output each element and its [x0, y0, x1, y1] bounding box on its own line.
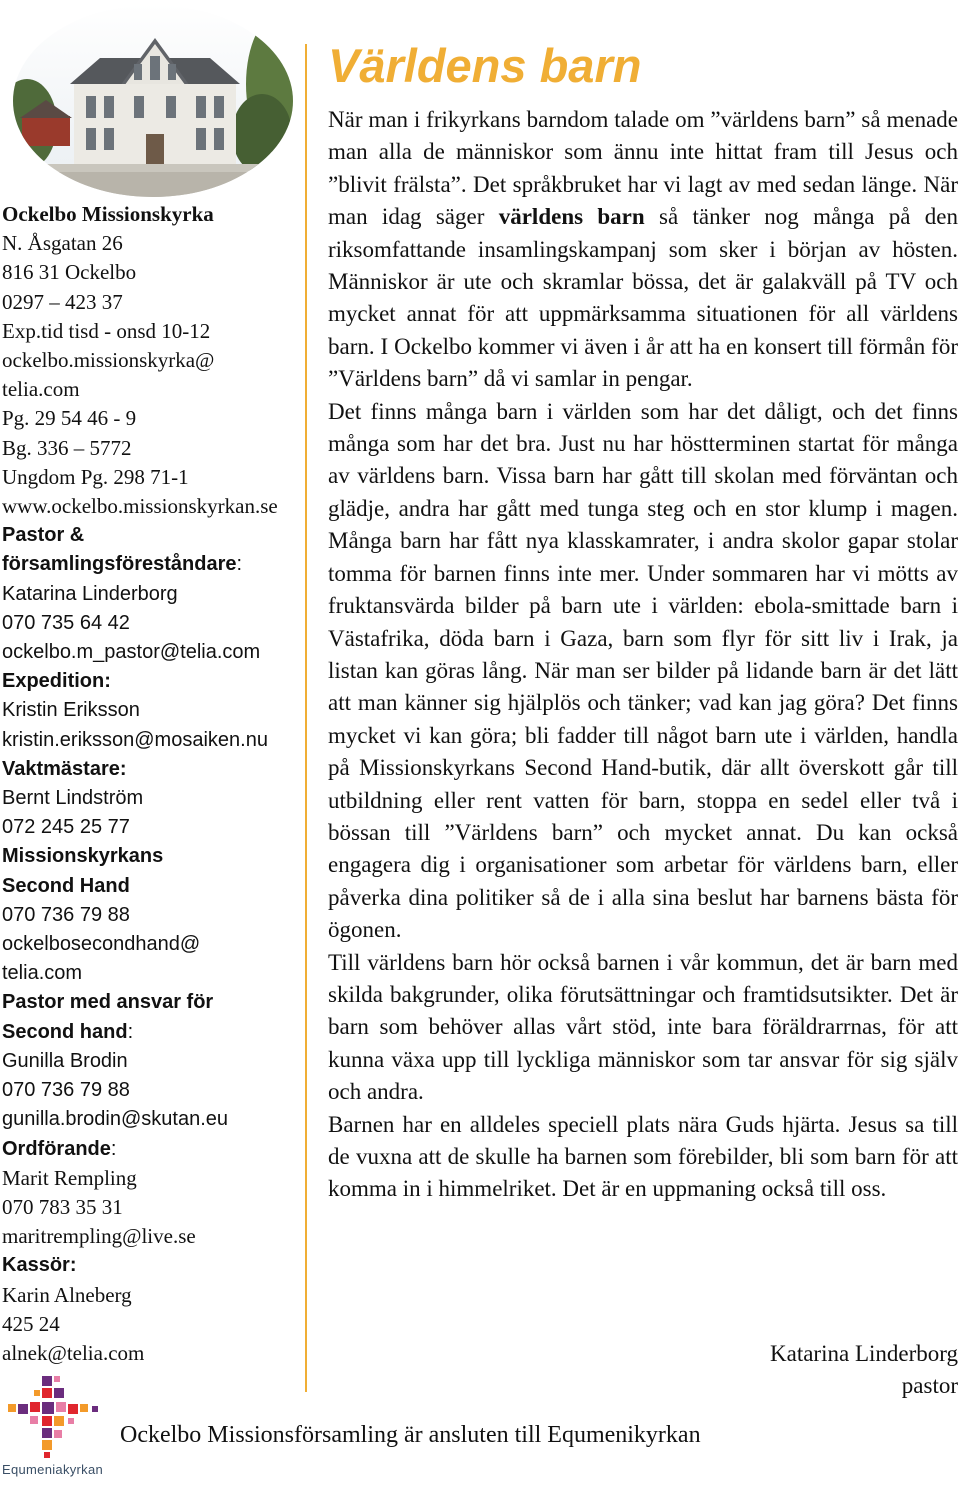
p1-bold-phrase: världens barn [498, 204, 645, 230]
pastor-heading-colon: : [236, 553, 243, 576]
address-street: N. Åsgatan 26 [2, 231, 123, 256]
pastor-phone: 070 735 64 42 [2, 611, 130, 634]
contact-sidebar [2, 200, 302, 1368]
address-postal: 816 31 Ockelbo [2, 260, 137, 285]
secondhand-phone: 070 736 79 88 [2, 903, 130, 926]
article-paragraph-2: Det finns många barn i världen som har det dåligt, och det finns många som har det bra. Just nu har höstterminen startat för många av världens barn. Vissa barn har gått till skolan med förväntan och glädje, andra har gått med tunga steg och en stor klump i magen. Många barn har fått nya klasskamrater, i andra skolor gapar stolar tomma för barnen finns inte mer. Under sommaren har vi mötts av fruktansvärda bilder på barn ute i världen: ebola-smittade barn i Västafrika, döda barn i Gaza, barn som flyr för sitt liv i Irak, ja listan kan göras lång. När man ser bilder på lidande barn är det lätt att man känner sig hjälplös och tänker; vad kan jag göra? Det finns mycket vi kan göra; bli fadder till något barn ute i världen, handla på Missionskyrkans Second Hand-butik, där allt överskott går till utbildning eller rent vatten för barn, stoppa en sedel eller två i bössan till ”Världens barn” och mycket annat. Du kan också engagera dig i organisationer som arbetar för världens barn, eller påverka dina politiker så de i alla sina beslut har barnens bästa för ögonen. [328, 398, 958, 943]
caretaker-heading: Vaktmästare: [2, 757, 127, 780]
sh-pastor-phone: 070 736 79 88 [2, 1079, 130, 1102]
logo-wordmark: Equmeniakyrkan [2, 1462, 104, 1477]
pastor-heading-text: församlingsföreståndare [2, 553, 237, 576]
church-photo [12, 4, 294, 198]
pastor-name: Katarina Linderborg [2, 582, 178, 605]
office-hours: Exp.tid tisd - onsd 10-12 [2, 318, 211, 343]
chair-heading-line [2, 1135, 302, 1164]
signature-name: Katarina Linderborg [770, 1341, 958, 1366]
secondhand-heading-line2: Second Hand [2, 874, 130, 897]
pastor-email[interactable]: ockelbo.m_pastor@telia.com [2, 641, 261, 664]
sh-pastor-heading-text: Second hand [2, 1020, 128, 1043]
treasurer-phone: 425 24 [2, 1311, 60, 1336]
expedition-name: Kristin Eriksson [2, 699, 140, 722]
sh-pastor-email[interactable]: gunilla.brodin@skutan.eu [2, 1108, 229, 1131]
plusgiro: Pg. 29 54 46 - 9 [2, 406, 137, 431]
secondhand-email-line2[interactable]: telia.com [2, 962, 83, 985]
sh-pastor-name: Gunilla Brodin [2, 1049, 128, 1072]
caretaker-name: Bernt Lindström [2, 787, 144, 810]
expedition-email[interactable]: kristin.eriksson@mosaiken.nu [2, 728, 268, 751]
caretaker-phone: 072 245 25 77 [2, 816, 130, 839]
sh-pastor-heading-line2 [2, 1018, 302, 1047]
column-divider [305, 44, 307, 1392]
pastor-heading-line2 [2, 550, 302, 579]
secondhand-heading-line1: Missionskyrkans [2, 845, 164, 868]
article-paragraph-3: Till världens barn hör också barnen i vår kommun, det är barn med skilda bakgrunder, olika förutsättningar och framtidsutsikter. Det är barn som behöver allas vårt stöd, inte bara föräldrarrnas, för att kunna växa upp till lyckliga människor som tar ansvar för sig själv och andra. [328, 949, 958, 1105]
church-phone: 0297 – 423 37 [2, 289, 123, 314]
article-paragraph-4: Barnen har en alldeles speciell plats nära Guds hjärta. Jesus sa till de vuxna att de skulle ha barnen som förebilder, bli som barn för att komma in i himmelriket. Det är en uppmaning också till oss. [328, 1111, 958, 1202]
article-title: Världens barn [328, 39, 642, 92]
pastor-heading-line1: Pastor & [2, 524, 85, 547]
sh-pastor-heading-line1: Pastor med ansvar för [2, 991, 214, 1014]
website-link[interactable]: www.ockelbo.missionskyrkan.se [2, 494, 278, 519]
equmeniakyrkan-logo-icon [6, 1374, 106, 1464]
chair-heading: Ordförande [2, 1137, 111, 1160]
chair-heading-colon: : [110, 1137, 117, 1160]
chair-phone: 070 783 35 31 [2, 1194, 123, 1219]
sh-pastor-heading-colon: : [127, 1020, 134, 1043]
p1-text-before: När man i frikyrkans barndom talade om ”världens barn” så menade man alla de människor som ännu inte hittat fram till Jesus och ”blivit frälsta”. Det språkbruket har vi lagt av med sedan länge. När man idag säger [328, 107, 958, 230]
chair-name: Marit Rempling [2, 1165, 137, 1190]
article-body [328, 104, 958, 1206]
chair-email[interactable]: maritrempling@live.se [2, 1224, 196, 1249]
secondhand-email-line1[interactable]: ockelbosecondhand@ [2, 933, 201, 956]
treasurer-email[interactable]: alnek@telia.com [2, 1340, 145, 1365]
article-signature [770, 1338, 958, 1403]
bankgiro: Bg. 336 – 5772 [2, 435, 132, 460]
youth-plusgiro: Ungdom Pg. 298 71-1 [2, 464, 189, 489]
church-email-line1: ockelbo.missionskyrka@ [2, 348, 215, 373]
p1-text-after: så tänker nog många på den riksomfattande insamlingskampanj som sker i början av hösten. Människor är ute och skramlar bössa, det är galakväll på TV och mycket annat för att uppmärksamma situationen för all världens barn. I Ockelbo kommer vi även i år att ha en konsert till förmån för ”Världens barn” då vi samlar in pengar. [328, 204, 958, 392]
church-name: Ockelbo Missionskyrka [2, 202, 214, 226]
article-paragraph-1 [328, 104, 958, 396]
expedition-heading: Expedition: [2, 670, 111, 693]
footer-note: Ockelbo Missionsförsamling är ansluten till Equmenikyrkan [120, 1422, 701, 1448]
treasurer-heading: Kassör: [2, 1254, 77, 1277]
treasurer-name: Karin Alneberg [2, 1282, 132, 1307]
church-email-line2: telia.com [2, 377, 80, 402]
signature-role: pastor [901, 1373, 958, 1399]
